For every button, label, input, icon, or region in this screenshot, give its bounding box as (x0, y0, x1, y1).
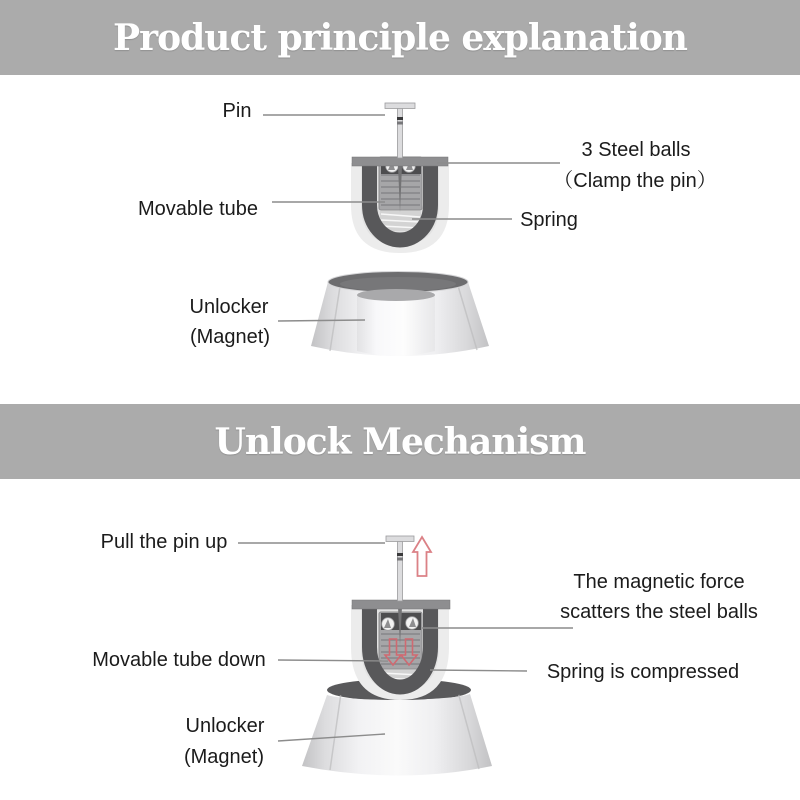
label-pull-pin-up: Pull the pin up (100, 531, 228, 553)
tag-assembly-2 (351, 536, 450, 700)
magnet-inner-cylinder (357, 289, 435, 356)
label-spring: Spring (520, 209, 578, 231)
label-scatters-balls: scatters the steel balls (560, 601, 758, 623)
label-magnet: (Magnet) (189, 326, 271, 348)
banner-title-unlock: Unlock Mechanism (214, 420, 586, 463)
unlocker-magnet-cone (311, 272, 489, 357)
pin (385, 103, 415, 158)
banner-title-principle: Product principle explanation (113, 16, 687, 59)
label-clamp-the-pin: （Clamp the pin） (553, 170, 717, 192)
banner-unlock-mechanism (0, 404, 800, 479)
principle-diagram (0, 75, 800, 405)
label-steel-balls: 3 Steel balls (581, 139, 691, 161)
unlock-diagram (0, 479, 800, 800)
label-spring-compressed: Spring is compressed (546, 661, 740, 683)
pin-pulled-up (386, 536, 414, 601)
label-pin: Pin (222, 100, 252, 122)
label-magnet-2: (Magnet) (183, 746, 265, 768)
pull-up-arrow (413, 537, 431, 576)
tag-assembly (351, 103, 449, 253)
label-unlocker: Unlocker (189, 296, 269, 318)
banner-product-principle (0, 0, 800, 75)
label-magnetic-force: The magnetic force (573, 571, 745, 593)
label-unlocker-2: Unlocker (185, 715, 265, 737)
label-movable-tube: Movable tube (137, 198, 259, 220)
label-movable-tube-down: Movable tube down (92, 649, 266, 671)
